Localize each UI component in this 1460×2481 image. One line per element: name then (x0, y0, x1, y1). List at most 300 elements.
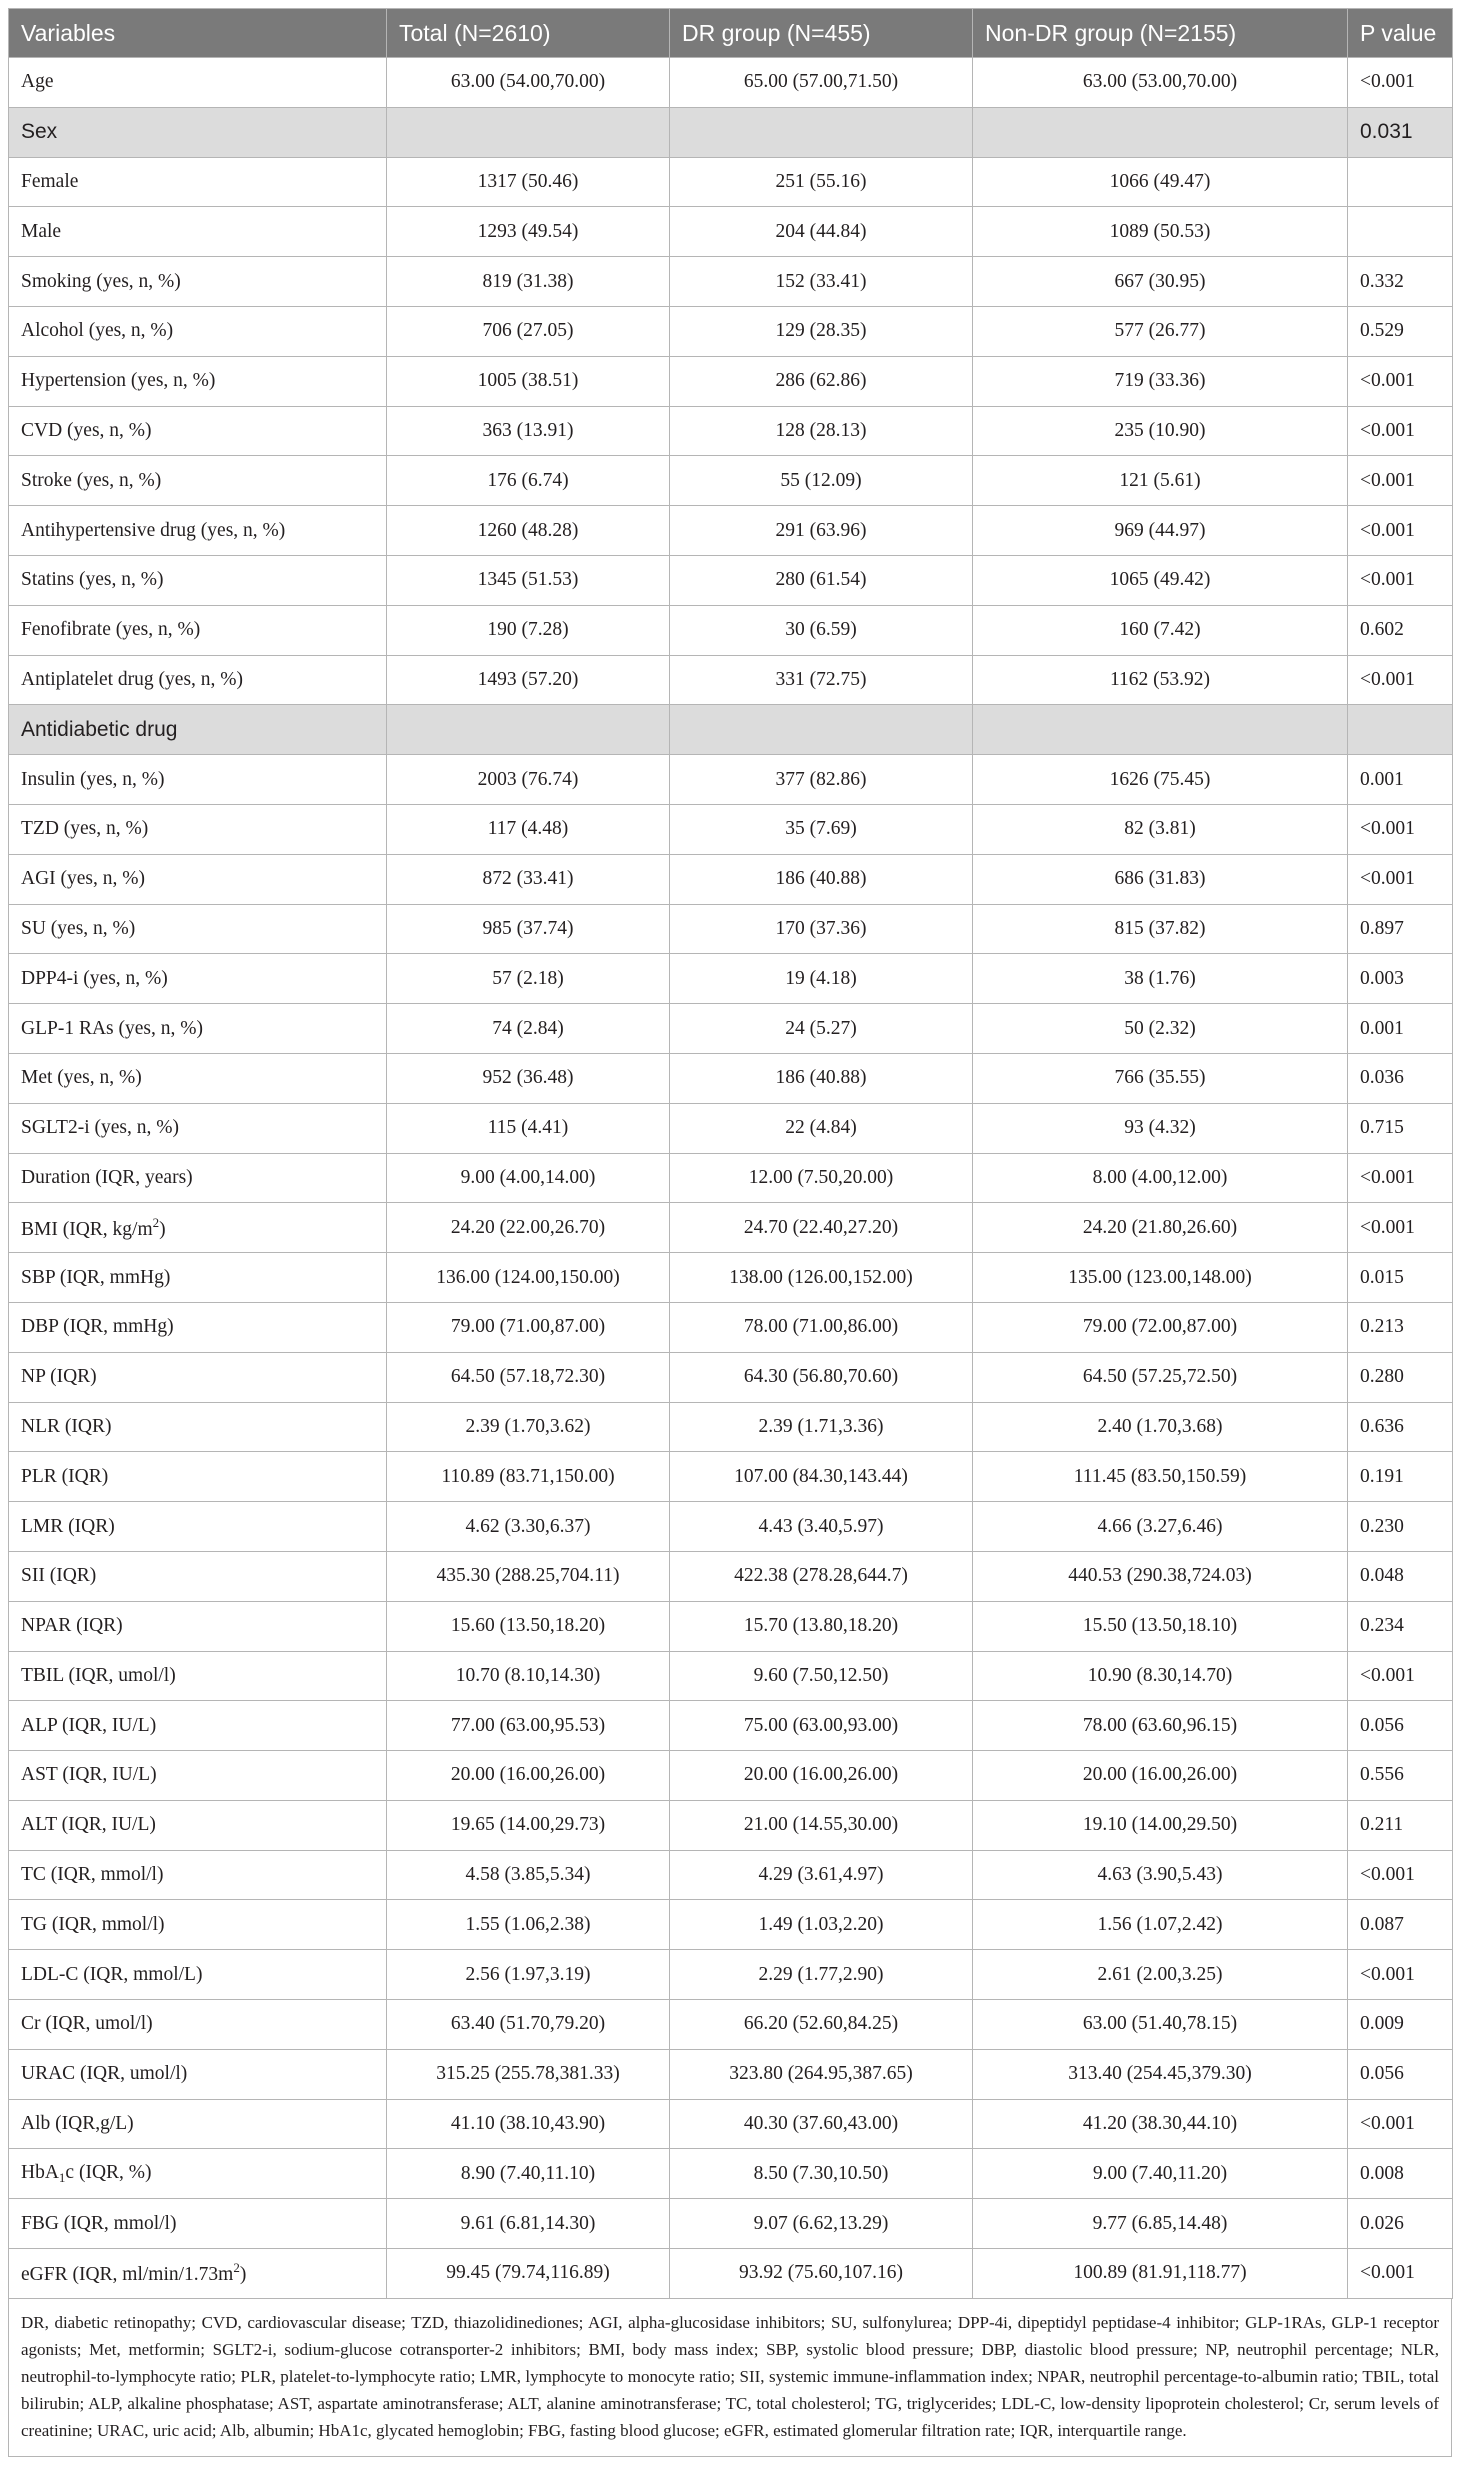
non-dr-group-cell: 50 (2.32) (973, 1004, 1348, 1054)
total-cell: 9.61 (6.81,14.30) (387, 2199, 670, 2249)
variable-label: Insulin (yes, n, %) (21, 768, 165, 790)
variable-cell (9, 2099, 387, 2149)
p-value-cell: 0.280 (1348, 1352, 1453, 1402)
table-row (9, 954, 1453, 1004)
data-table-container (8, 8, 1452, 2457)
header-total: Total (N=2610) (387, 9, 670, 58)
variable-label: URAC (IQR, umol/l) (21, 2063, 188, 2085)
total-cell: 985 (37.74) (387, 904, 670, 954)
variable-cell (9, 1900, 387, 1950)
variable-cell (9, 1502, 387, 1552)
header-p-value: P value (1348, 9, 1453, 58)
variable-label: CVD (yes, n, %) (21, 419, 152, 441)
variable-label: Cr (IQR, umol/l) (21, 2013, 153, 2035)
baseline-characteristics-table (8, 8, 1453, 2299)
p-value-cell: 0.897 (1348, 904, 1453, 954)
dr-group-cell: 55 (12.09) (670, 456, 973, 506)
variable-cell (9, 954, 387, 1004)
variable-cell (9, 456, 387, 506)
variable-label: Sex (21, 120, 58, 144)
table-row (9, 306, 1453, 356)
non-dr-group-cell: 1065 (49.42) (973, 555, 1348, 605)
table-body (9, 58, 1453, 2299)
total-cell: 20.00 (16.00,26.00) (387, 1751, 670, 1801)
total-cell: 872 (33.41) (387, 854, 670, 904)
table-row (9, 1800, 1453, 1850)
p-value-cell: 0.234 (1348, 1601, 1453, 1651)
total-cell (387, 107, 670, 157)
header-variables: Variables (9, 9, 387, 58)
variable-cell (9, 555, 387, 605)
variable-cell (9, 1352, 387, 1402)
non-dr-group-cell: 9.00 (7.40,11.20) (973, 2149, 1348, 2199)
variable-label: Fenofibrate (yes, n, %) (21, 619, 201, 641)
variable-cell (9, 306, 387, 356)
p-value-cell: <0.001 (1348, 1203, 1453, 1253)
variable-label: ALT (IQR, IU/L) (21, 1814, 156, 1836)
non-dr-group-cell: 4.63 (3.90,5.43) (973, 1850, 1348, 1900)
total-cell: 1493 (57.20) (387, 655, 670, 705)
p-value-cell: 0.230 (1348, 1502, 1453, 1552)
table-row (9, 904, 1453, 954)
dr-group-cell: 291 (63.96) (670, 506, 973, 556)
total-cell: 41.10 (38.10,43.90) (387, 2099, 670, 2149)
p-value-cell: 0.056 (1348, 1701, 1453, 1751)
p-value-cell: <0.001 (1348, 655, 1453, 705)
variable-cell (9, 2149, 387, 2199)
non-dr-group-cell: 82 (3.81) (973, 804, 1348, 854)
total-cell: 819 (31.38) (387, 257, 670, 307)
variable-label: GLP-1 RAs (yes, n, %) (21, 1017, 203, 1039)
variable-cell (9, 1701, 387, 1751)
total-cell: 63.40 (51.70,79.20) (387, 2000, 670, 2050)
non-dr-group-cell: 313.40 (254.45,379.30) (973, 2049, 1348, 2099)
p-value-cell: <0.001 (1348, 804, 1453, 854)
dr-group-cell: 93.92 (75.60,107.16) (670, 2249, 973, 2299)
variable-label: Antihypertensive drug (yes, n, %) (21, 519, 286, 541)
dr-group-cell: 129 (28.35) (670, 306, 973, 356)
dr-group-cell: 30 (6.59) (670, 605, 973, 655)
non-dr-group-cell: 15.50 (13.50,18.10) (973, 1601, 1348, 1651)
p-value-cell: 0.602 (1348, 605, 1453, 655)
non-dr-group-cell: 135.00 (123.00,148.00) (973, 1253, 1348, 1303)
variable-cell (9, 107, 387, 157)
p-value-cell: 0.211 (1348, 1800, 1453, 1850)
non-dr-group-cell: 1.56 (1.07,2.42) (973, 1900, 1348, 1950)
p-value-cell: 0.026 (1348, 2199, 1453, 2249)
dr-group-cell: 152 (33.41) (670, 257, 973, 307)
non-dr-group-cell: 78.00 (63.60,96.15) (973, 1701, 1348, 1751)
variable-label: TG (IQR, mmol/l) (21, 1913, 165, 1935)
dr-group-cell: 286 (62.86) (670, 356, 973, 406)
p-value-cell: <0.001 (1348, 356, 1453, 406)
table-row (9, 1551, 1453, 1601)
variable-label: Female (21, 170, 79, 192)
variable-label: Alcohol (yes, n, %) (21, 320, 174, 342)
section-row (9, 705, 1453, 755)
dr-group-cell (670, 705, 973, 755)
variable-cell (9, 1651, 387, 1701)
non-dr-group-cell: 1089 (50.53) (973, 207, 1348, 257)
table-row (9, 1601, 1453, 1651)
variable-label: Antidiabetic drug (21, 717, 178, 741)
variable-label: LDL-C (IQR, mmol/L) (21, 1963, 203, 1985)
variable-label: Alb (IQR,g/L) (21, 2113, 134, 2135)
dr-group-cell: 186 (40.88) (670, 1053, 973, 1103)
variable-label: BMI (IQR, kg/m (21, 1218, 153, 1240)
variable-label: Duration (IQR, years) (21, 1166, 193, 1188)
non-dr-group-cell: 1066 (49.47) (973, 157, 1348, 207)
total-cell: 74 (2.84) (387, 1004, 670, 1054)
variable-cell (9, 2000, 387, 2050)
table-footnote: DR, diabetic retinopathy; CVD, cardiovascular disease; TZD, thiazolidinediones; AGI, alpha-glucosidase inhibitors; SU, sulfonylurea; DPP-4i, dipeptidyl peptidase-4 inhibitor; GLP-1RAs, GLP-1 receptor agonists; Met, metformin; SGLT2-i, sodium-glucose cotransporter-2 inhibitors; BMI, body mass index; SBP, systolic blood pressure; DBP, diastolic blood pressure; NP, neutrophil percentage; NLR, neutrophil-to-lymphocyte ratio; PLR, platelet-to-lymphocyte ratio; LMR, lymphocyte to monocyte ratio; SII, systemic immune-inflammation index; NPAR, neutrophil percentage-to-albumin ratio; TBIL, total bilirubin; ALP, alkaline phosphatase; AST, aspartate aminotransferase; ALT, alanine aminotransferase; TC, total cholesterol; TG, triglycerides; LDL-C, low-density lipoprotein cholesterol; Cr, serum levels of creatinine; URAC, uric acid; Alb, albumin; HbA1c, glycated hemoglobin; FBG, fasting blood glucose; eGFR, estimated glomerular filtration rate; IQR, interquartile range. (8, 2299, 1452, 2457)
table-row (9, 1452, 1453, 1502)
total-cell: 1260 (48.28) (387, 506, 670, 556)
variable-label: Antiplatelet drug (yes, n, %) (21, 668, 244, 690)
p-value-cell: 0.715 (1348, 1103, 1453, 1153)
variable-cell (9, 1402, 387, 1452)
variable-cell (9, 58, 387, 108)
table-row (9, 58, 1453, 108)
non-dr-group-cell (973, 107, 1348, 157)
table-row (9, 555, 1453, 605)
table-row (9, 1751, 1453, 1801)
header-dr-group: DR group (N=455) (670, 9, 973, 58)
total-cell: 10.70 (8.10,14.30) (387, 1651, 670, 1701)
dr-group-cell: 323.80 (264.95,387.65) (670, 2049, 973, 2099)
table-row (9, 1651, 1453, 1701)
non-dr-group-cell: 1626 (75.45) (973, 755, 1348, 805)
non-dr-group-cell: 41.20 (38.30,44.10) (973, 2099, 1348, 2149)
variable-cell (9, 406, 387, 456)
table-row (9, 406, 1453, 456)
non-dr-group-cell: 160 (7.42) (973, 605, 1348, 655)
non-dr-group-cell: 235 (10.90) (973, 406, 1348, 456)
variable-cell (9, 755, 387, 805)
variable-cell (9, 1601, 387, 1651)
variable-cell (9, 1203, 387, 1253)
variable-cell (9, 1850, 387, 1900)
total-cell: 1345 (51.53) (387, 555, 670, 605)
variable-label: SGLT2-i (yes, n, %) (21, 1117, 179, 1139)
p-value-cell: <0.001 (1348, 1651, 1453, 1701)
dr-group-cell: 35 (7.69) (670, 804, 973, 854)
non-dr-group-cell: 8.00 (4.00,12.00) (973, 1153, 1348, 1203)
non-dr-group-cell: 815 (37.82) (973, 904, 1348, 954)
p-value-cell (1348, 705, 1453, 755)
variable-cell (9, 207, 387, 257)
variable-label: TC (IQR, mmol/l) (21, 1864, 164, 1886)
dr-group-cell: 20.00 (16.00,26.00) (670, 1751, 973, 1801)
variable-cell (9, 804, 387, 854)
table-row (9, 1502, 1453, 1552)
variable-cell (9, 904, 387, 954)
variable-label: NPAR (IQR) (21, 1615, 123, 1637)
dr-group-cell: 138.00 (126.00,152.00) (670, 1253, 973, 1303)
table-row (9, 655, 1453, 705)
table-row (9, 2000, 1453, 2050)
p-value-cell: 0.009 (1348, 2000, 1453, 2050)
p-value-cell: 0.001 (1348, 1004, 1453, 1054)
p-value-cell: <0.001 (1348, 1153, 1453, 1203)
p-value-cell: 0.001 (1348, 755, 1453, 805)
non-dr-group-cell: 667 (30.95) (973, 257, 1348, 307)
non-dr-group-cell: 38 (1.76) (973, 954, 1348, 1004)
total-cell: 9.00 (4.00,14.00) (387, 1153, 670, 1203)
variable-cell (9, 2049, 387, 2099)
non-dr-group-cell: 63.00 (53.00,70.00) (973, 58, 1348, 108)
variable-label: Statins (yes, n, %) (21, 569, 164, 591)
non-dr-group-cell (973, 705, 1348, 755)
variable-cell (9, 1551, 387, 1601)
p-value-cell: 0.048 (1348, 1551, 1453, 1601)
table-row (9, 755, 1453, 805)
dr-group-cell: 19 (4.18) (670, 954, 973, 1004)
non-dr-group-cell: 24.20 (21.80,26.60) (973, 1203, 1348, 1253)
total-cell: 57 (2.18) (387, 954, 670, 1004)
dr-group-cell: 2.39 (1.71,3.36) (670, 1402, 973, 1452)
total-cell: 63.00 (54.00,70.00) (387, 58, 670, 108)
total-cell: 706 (27.05) (387, 306, 670, 356)
dr-group-cell: 204 (44.84) (670, 207, 973, 257)
variable-label: TBIL (IQR, umol/l) (21, 1664, 176, 1686)
total-cell: 4.58 (3.85,5.34) (387, 1850, 670, 1900)
variable-label: AST (IQR, IU/L) (21, 1764, 157, 1786)
table-header (9, 9, 1453, 58)
non-dr-group-cell: 2.61 (2.00,3.25) (973, 1950, 1348, 2000)
dr-group-cell: 2.29 (1.77,2.90) (670, 1950, 973, 2000)
dr-group-cell: 8.50 (7.30,10.50) (670, 2149, 973, 2199)
total-cell: 1.55 (1.06,2.38) (387, 1900, 670, 1950)
total-cell: 99.45 (79.74,116.89) (387, 2249, 670, 2299)
p-value-cell: <0.001 (1348, 2249, 1453, 2299)
variable-label: NP (IQR) (21, 1366, 97, 1388)
variable-label-subscript: 1 (58, 2169, 66, 2185)
dr-group-cell: 21.00 (14.55,30.00) (670, 1800, 973, 1850)
variable-cell (9, 605, 387, 655)
variable-label: eGFR (IQR, ml/min/1.73m (21, 2264, 234, 2286)
table-row (9, 2049, 1453, 2099)
non-dr-group-cell: 20.00 (16.00,26.00) (973, 1751, 1348, 1801)
table-row (9, 1103, 1453, 1153)
dr-group-cell (670, 107, 973, 157)
variable-cell (9, 1253, 387, 1303)
total-cell: 2.39 (1.70,3.62) (387, 1402, 670, 1452)
p-value-cell: 0.003 (1348, 954, 1453, 1004)
non-dr-group-cell: 9.77 (6.85,14.48) (973, 2199, 1348, 2249)
dr-group-cell: 15.70 (13.80,18.20) (670, 1601, 973, 1651)
p-value-cell: 0.008 (1348, 2149, 1453, 2199)
dr-group-cell: 377 (82.86) (670, 755, 973, 805)
dr-group-cell: 4.29 (3.61,4.97) (670, 1850, 973, 1900)
table-row (9, 1153, 1453, 1203)
non-dr-group-cell: 1162 (53.92) (973, 655, 1348, 705)
total-cell: 2.56 (1.97,3.19) (387, 1950, 670, 2000)
variable-label: Smoking (yes, n, %) (21, 270, 181, 292)
variable-label: PLR (IQR) (21, 1465, 109, 1487)
table-row (9, 1004, 1453, 1054)
dr-group-cell: 24.70 (22.40,27.20) (670, 1203, 973, 1253)
total-cell: 79.00 (71.00,87.00) (387, 1302, 670, 1352)
table-row (9, 605, 1453, 655)
non-dr-group-cell: 440.53 (290.38,724.03) (973, 1551, 1348, 1601)
p-value-cell: <0.001 (1348, 2099, 1453, 2149)
p-value-cell: <0.001 (1348, 58, 1453, 108)
table-row (9, 207, 1453, 257)
variable-label: DBP (IQR, mmHg) (21, 1316, 174, 1338)
variable-label: HbA (21, 2161, 59, 2183)
variable-cell (9, 1751, 387, 1801)
dr-group-cell: 75.00 (63.00,93.00) (670, 1701, 973, 1751)
dr-group-cell: 65.00 (57.00,71.50) (670, 58, 973, 108)
p-value-cell: 0.191 (1348, 1452, 1453, 1502)
dr-group-cell: 331 (72.75) (670, 655, 973, 705)
p-value-cell: 0.015 (1348, 1253, 1453, 1303)
p-value-cell: 0.213 (1348, 1302, 1453, 1352)
dr-group-cell: 280 (61.54) (670, 555, 973, 605)
p-value-cell: 0.636 (1348, 1402, 1453, 1452)
table-row (9, 356, 1453, 406)
total-cell: 64.50 (57.18,72.30) (387, 1352, 670, 1402)
table-row (9, 1253, 1453, 1303)
non-dr-group-cell: 19.10 (14.00,29.50) (973, 1800, 1348, 1850)
table-row (9, 456, 1453, 506)
variable-label-superscript: 2 (233, 2260, 240, 2276)
total-cell: 2003 (76.74) (387, 755, 670, 805)
total-cell: 136.00 (124.00,150.00) (387, 1253, 670, 1303)
variable-label: FBG (IQR, mmol/l) (21, 2212, 177, 2234)
total-cell: 1293 (49.54) (387, 207, 670, 257)
variable-label: TZD (yes, n, %) (21, 818, 149, 840)
non-dr-group-cell: 4.66 (3.27,6.46) (973, 1502, 1348, 1552)
table-row (9, 1950, 1453, 2000)
total-cell: 15.60 (13.50,18.20) (387, 1601, 670, 1651)
p-value-cell (1348, 157, 1453, 207)
non-dr-group-cell: 969 (44.97) (973, 506, 1348, 556)
dr-group-cell: 9.07 (6.62,13.29) (670, 2199, 973, 2249)
table-row (9, 157, 1453, 207)
dr-group-cell: 186 (40.88) (670, 854, 973, 904)
dr-group-cell: 4.43 (3.40,5.97) (670, 1502, 973, 1552)
variable-cell (9, 2199, 387, 2249)
variable-cell (9, 1800, 387, 1850)
variable-label: Met (yes, n, %) (21, 1067, 142, 1089)
table-row (9, 2099, 1453, 2149)
p-value-cell: 0.332 (1348, 257, 1453, 307)
non-dr-group-cell: 577 (26.77) (973, 306, 1348, 356)
table-row (9, 1302, 1453, 1352)
total-cell: 1005 (38.51) (387, 356, 670, 406)
p-value-cell: 0.031 (1348, 107, 1453, 157)
p-value-cell: 0.556 (1348, 1751, 1453, 1801)
variable-cell (9, 705, 387, 755)
dr-group-cell: 128 (28.13) (670, 406, 973, 456)
variable-cell (9, 1004, 387, 1054)
total-cell: 4.62 (3.30,6.37) (387, 1502, 670, 1552)
p-value-cell: <0.001 (1348, 506, 1453, 556)
p-value-cell: 0.529 (1348, 306, 1453, 356)
variable-label: SU (yes, n, %) (21, 917, 136, 939)
total-cell: 24.20 (22.00,26.70) (387, 1203, 670, 1253)
total-cell: 315.25 (255.78,381.33) (387, 2049, 670, 2099)
variable-label: Male (21, 220, 62, 242)
variable-cell (9, 506, 387, 556)
variable-label: Hypertension (yes, n, %) (21, 370, 216, 392)
total-cell: 19.65 (14.00,29.73) (387, 1800, 670, 1850)
total-cell: 117 (4.48) (387, 804, 670, 854)
total-cell: 115 (4.41) (387, 1103, 670, 1153)
total-cell: 363 (13.91) (387, 406, 670, 456)
variable-label: LMR (IQR) (21, 1515, 115, 1537)
table-row (9, 1352, 1453, 1402)
table-row (9, 1053, 1453, 1103)
non-dr-group-cell: 63.00 (51.40,78.15) (973, 2000, 1348, 2050)
non-dr-group-cell: 719 (33.36) (973, 356, 1348, 406)
p-value-cell: <0.001 (1348, 456, 1453, 506)
variable-cell (9, 655, 387, 705)
p-value-cell: 0.087 (1348, 1900, 1453, 1950)
variable-label: SBP (IQR, mmHg) (21, 1266, 171, 1288)
table-row (9, 506, 1453, 556)
table-row (9, 1402, 1453, 1452)
dr-group-cell: 64.30 (56.80,70.60) (670, 1352, 973, 1402)
dr-group-cell: 251 (55.16) (670, 157, 973, 207)
total-cell: 435.30 (288.25,704.11) (387, 1551, 670, 1601)
table-row (9, 1701, 1453, 1751)
dr-group-cell: 107.00 (84.30,143.44) (670, 1452, 973, 1502)
dr-group-cell: 1.49 (1.03,2.20) (670, 1900, 973, 1950)
variable-cell (9, 1452, 387, 1502)
non-dr-group-cell: 121 (5.61) (973, 456, 1348, 506)
dr-group-cell: 170 (37.36) (670, 904, 973, 954)
header-row (9, 9, 1453, 58)
non-dr-group-cell: 111.45 (83.50,150.59) (973, 1452, 1348, 1502)
p-value-cell (1348, 207, 1453, 257)
non-dr-group-cell: 64.50 (57.25,72.50) (973, 1352, 1348, 1402)
variable-label: DPP4-i (yes, n, %) (21, 967, 168, 989)
total-cell: 952 (36.48) (387, 1053, 670, 1103)
dr-group-cell: 9.60 (7.50,12.50) (670, 1651, 973, 1701)
variable-cell (9, 257, 387, 307)
total-cell: 190 (7.28) (387, 605, 670, 655)
dr-group-cell: 40.30 (37.60,43.00) (670, 2099, 973, 2149)
variable-label-superscript: 2 (152, 1214, 160, 1230)
header-non-dr-group: Non-DR group (N=2155) (973, 9, 1348, 58)
p-value-cell: 0.056 (1348, 2049, 1453, 2099)
variable-label: NLR (IQR) (21, 1415, 112, 1437)
total-cell (387, 705, 670, 755)
table-row (9, 2149, 1453, 2199)
table-row (9, 257, 1453, 307)
variable-label-tail: ) (239, 2264, 247, 2286)
p-value-cell: <0.001 (1348, 1850, 1453, 1900)
non-dr-group-cell: 2.40 (1.70,3.68) (973, 1402, 1348, 1452)
table-row (9, 854, 1453, 904)
table-row (9, 804, 1453, 854)
p-value-cell: <0.001 (1348, 854, 1453, 904)
variable-cell (9, 1103, 387, 1153)
variable-cell (9, 1302, 387, 1352)
non-dr-group-cell: 686 (31.83) (973, 854, 1348, 904)
variable-cell (9, 157, 387, 207)
dr-group-cell: 422.38 (278.28,644.7) (670, 1551, 973, 1601)
total-cell: 77.00 (63.00,95.53) (387, 1701, 670, 1751)
variable-cell (9, 1153, 387, 1203)
total-cell: 1317 (50.46) (387, 157, 670, 207)
variable-cell (9, 854, 387, 904)
total-cell: 110.89 (83.71,150.00) (387, 1452, 670, 1502)
table-row (9, 1900, 1453, 1950)
